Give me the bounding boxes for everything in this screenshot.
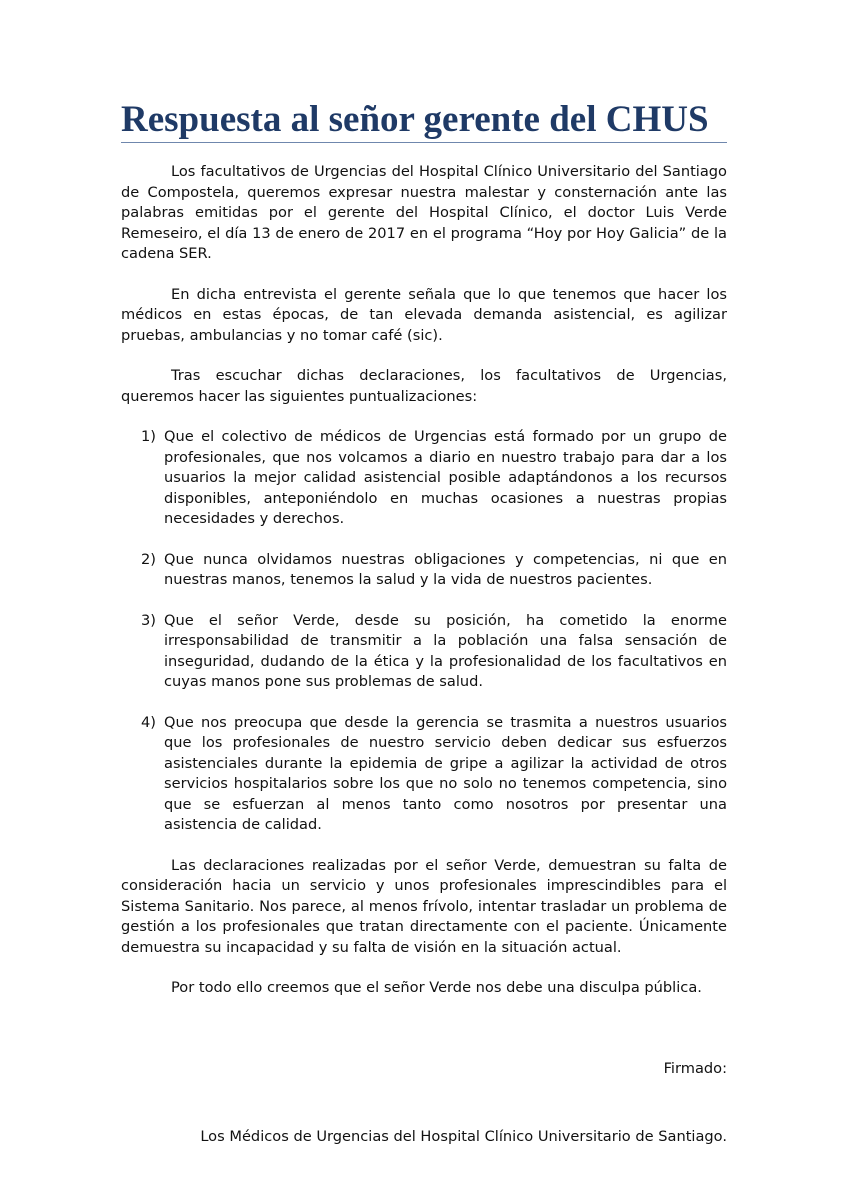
list-item [121, 713, 727, 836]
points-intro-paragraph: Tras escuchar dichas declaraciones, los facultativos de Urgencias, queremos hacer las siguientes puntualizaciones: [121, 367, 727, 405]
list-item-number: 2) [141, 550, 156, 568]
list-item-number: 1) [141, 428, 156, 445]
conclusion-paragraph: Las declaraciones realizadas por el señor Verde, demuestran su falta de consideración hacia un servicio y unos profesionales imprescindibles para el Sistema Sanitario. Nos parece, al menos frívolo, intentar trasladar un problema de gestión a los profesionales que tratan directamente con el paciente. Únicamente demuestra su incapacidad y su falta de visión en la situación actual. [121, 856, 727, 956]
list-item-number: 3) [141, 611, 156, 629]
document-title: Respuesta al señor gerente del CHUS [121, 99, 709, 140]
list-item-text: Que nunca olvidamos nuestras obligaciones y competencias, ni que en nuestras manos, tenemos la salud y la vida de nuestros pacientes. [164, 550, 727, 588]
intro-paragraph: Los facultativos de Urgencias del Hospital Clínico Universitario del Santiago de Compostela, queremos expresar nuestra malestar y consternación ante las palabras emitidas por el gerente del Hospital Clínico, el doctor Luis Verde Remeseiro, el día 13 de enero de 2017 en el programa “Hoy por Hoy Galicia” de la cadena SER. [121, 163, 727, 262]
closing-paragraph: Por todo ello creemos que el señor Verde nos debe una disculpa pública. [171, 979, 702, 996]
signed-label: Firmado: [663, 1059, 727, 1077]
title-underline [121, 142, 727, 143]
list-item [121, 550, 727, 591]
list-item [121, 611, 727, 693]
list-item-text: Que el señor Verde, desde su posición, ha cometido la enorme irresponsabilidad de transmitir a la población una falsa sensación de inseguridad, dudando de la ética y la profesionalidad de los facultativos en cuyas manos pone sus problemas de salud. [164, 611, 727, 690]
list-item-number: 4) [141, 713, 156, 731]
list-item [121, 427, 727, 530]
document-body [121, 162, 727, 1148]
interview-paragraph: En dicha entrevista el gerente señala que lo que tenemos que hacer los médicos en estas épocas, de tan elevada demanda asistencial, es agilizar pruebas, ambulancias y no tomar café (sic). [121, 285, 727, 344]
points-list [121, 427, 727, 836]
signature-line: Los Médicos de Urgencias del Hospital Clínico Universitario de Santiago. [200, 1128, 727, 1145]
list-item-text: Que nos preocupa que desde la gerencia se trasmita a nuestros usuarios que los profesionales de nuestro servicio deben dedicar sus esfuerzos asistenciales durante la epidemia de gripe a agilizar la actividad de otros servicios hospitalarios sobre los que no solo no tenemos competencia, sino que se esfuerzan al menos tanto como nosotros por presentar una asistencia de calidad. [164, 713, 727, 833]
list-item-text: Que el colectivo de médicos de Urgencias está formado por un grupo de profesionales, que nos volcamos a diario en nuestro trabajo para dar a los usuarios la mejor calidad asistencial posible adaptándonos a los recursos disponibles, anteponiéndolo en muchas ocasiones a nuestras propias necesidades y derechos. [164, 428, 727, 527]
